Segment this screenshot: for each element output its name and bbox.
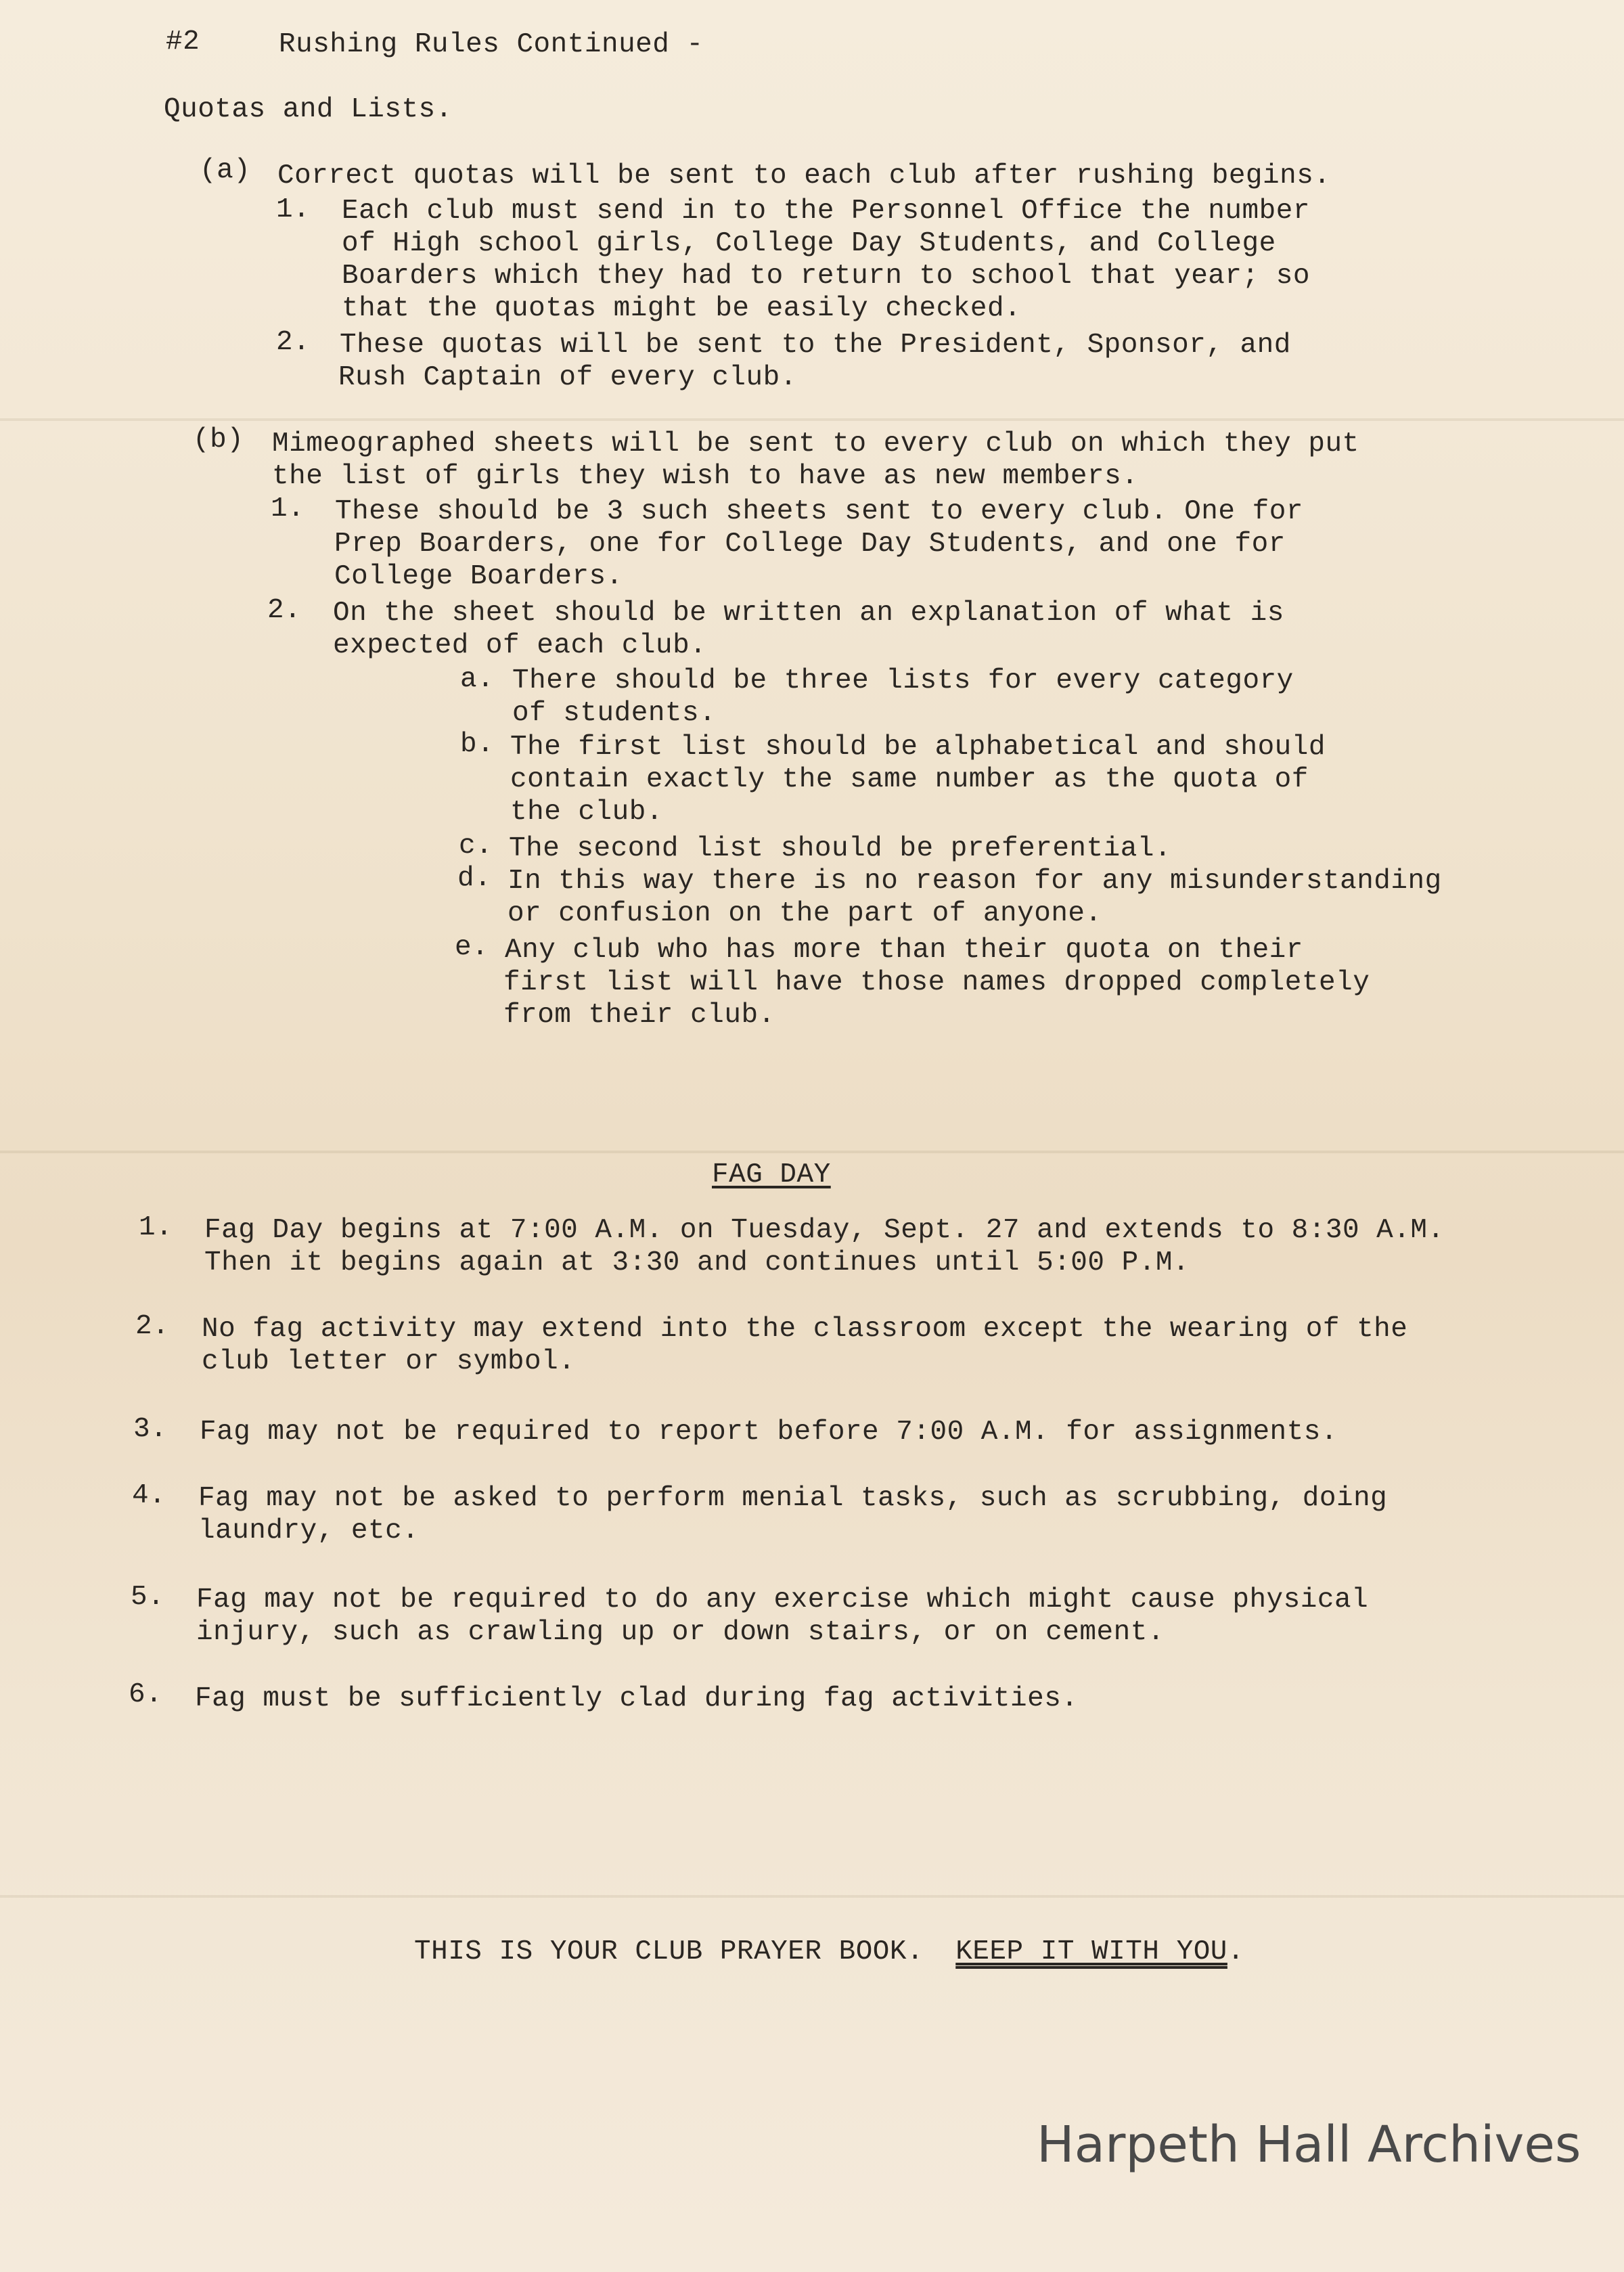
subitem-c-marker: c. xyxy=(459,830,493,862)
fag-item-6-line: Fag must be sufficiently clad during fag activities. xyxy=(195,1683,1079,1714)
item-b1-line: College Boarders. xyxy=(334,561,623,592)
fag-item-4-marker: 4. xyxy=(132,1480,166,1511)
subitem-a-line: of students. xyxy=(512,698,717,729)
fag-item-3-line: Fag may not be required to report before 7:00 A.M. for assignments. xyxy=(200,1417,1338,1448)
item-b-marker: (b) xyxy=(193,424,244,455)
footer-note xyxy=(414,1936,1244,1968)
item-a1-line: of High school girls, College Day Students, and College xyxy=(342,228,1276,259)
item-a2-line: These quotas will be sent to the President, Sponsor, and xyxy=(340,330,1291,361)
fag-item-2-line: club letter or symbol. xyxy=(202,1346,576,1377)
fag-item-3-marker: 3. xyxy=(133,1414,168,1445)
section-heading-fag-day: FAG DAY xyxy=(712,1159,831,1190)
item-b2-line: expected of each club. xyxy=(333,630,707,661)
subitem-c-line: The second list should be preferential. xyxy=(509,833,1172,864)
footer-emphasis: KEEP IT WITH YOU xyxy=(955,1936,1227,1967)
fag-item-4-line: Fag may not be asked to perform menial tasks, such as scrubbing, doing xyxy=(198,1483,1388,1514)
fag-item-6-marker: 6. xyxy=(129,1679,163,1710)
subitem-e-line: Any club who has more than their quota on their xyxy=(505,935,1303,966)
paper-fold-middle xyxy=(0,1151,1624,1153)
subitem-d-line: In this way there is no reason for any misunderstanding xyxy=(508,866,1442,897)
item-a2-marker: 2. xyxy=(276,327,311,358)
item-b2-line: On the sheet should be written an explanation of what is xyxy=(333,598,1284,629)
subitem-a-marker: a. xyxy=(460,664,495,695)
item-a1-marker: 1. xyxy=(276,194,311,225)
item-a-line: Correct quotas will be sent to each club after rushing begins. xyxy=(277,160,1331,192)
subitem-b-marker: b. xyxy=(460,729,495,760)
subitem-b-line: The first list should be alphabetical and should xyxy=(510,732,1326,763)
item-b2-marker: 2. xyxy=(267,595,302,626)
subitem-d-marker: d. xyxy=(457,863,492,894)
archive-watermark: Harpeth Hall Archives xyxy=(1037,2116,1581,2174)
item-b-line: the list of girls they wish to have as new members. xyxy=(272,461,1139,492)
item-a1-line: that the quotas might be easily checked. xyxy=(342,293,1022,324)
paper-fold-bottom xyxy=(0,1895,1624,1898)
fag-item-2-marker: 2. xyxy=(135,1311,170,1342)
item-a-marker: (a) xyxy=(200,155,251,186)
footer-period: . xyxy=(1227,1936,1245,1967)
fag-item-1-line: Then it begins again at 3:30 and continues until 5:00 P.M. xyxy=(204,1247,1190,1278)
subitem-a-line: There should be three lists for every category xyxy=(512,665,1294,696)
fag-item-4-line: laundry, etc. xyxy=(198,1515,420,1546)
subitem-e-marker: e. xyxy=(455,932,489,963)
item-b1-marker: 1. xyxy=(271,493,305,525)
subitem-e-line: first list will have those names dropped completely xyxy=(503,967,1370,998)
fag-item-5-line: injury, such as crawling up or down stairs, or on cement. xyxy=(196,1617,1165,1648)
paper-fold-top xyxy=(0,418,1624,421)
item-b1-line: Prep Boarders, one for College Day Students, and one for xyxy=(334,529,1286,560)
page-title: Rushing Rules Continued - xyxy=(279,29,704,60)
item-a1-line: Boarders which they had to return to school that year; so xyxy=(342,261,1310,292)
subitem-d-line: or confusion on the part of anyone. xyxy=(508,898,1102,929)
subitem-e-line: from their club. xyxy=(503,1000,775,1031)
fag-item-2-line: No fag activity may extend into the classroom except the wearing of the xyxy=(202,1314,1408,1345)
fag-item-5-marker: 5. xyxy=(131,1582,165,1613)
page-number: #2 xyxy=(166,26,200,58)
fag-item-1-marker: 1. xyxy=(139,1212,173,1243)
subitem-b-line: the club. xyxy=(510,797,663,828)
item-b-line: Mimeographed sheets will be sent to every club on which they put xyxy=(272,428,1359,460)
subitem-b-line: contain exactly the same number as the quota of xyxy=(510,764,1309,795)
footer-text: THIS IS YOUR CLUB PRAYER BOOK. xyxy=(414,1936,924,1967)
item-b1-line: These should be 3 such sheets sent to every club. One for xyxy=(335,496,1303,527)
item-a2-line: Rush Captain of every club. xyxy=(338,362,797,393)
section-heading-quotas: Quotas and Lists. xyxy=(164,94,453,125)
item-a1-line: Each club must send in to the Personnel Office the number xyxy=(342,196,1310,227)
fag-item-1-line: Fag Day begins at 7:00 A.M. on Tuesday, Sept. 27 and extends to 8:30 A.M. xyxy=(204,1215,1445,1246)
fag-item-5-line: Fag may not be required to do any exercise which might cause physical xyxy=(196,1584,1369,1616)
